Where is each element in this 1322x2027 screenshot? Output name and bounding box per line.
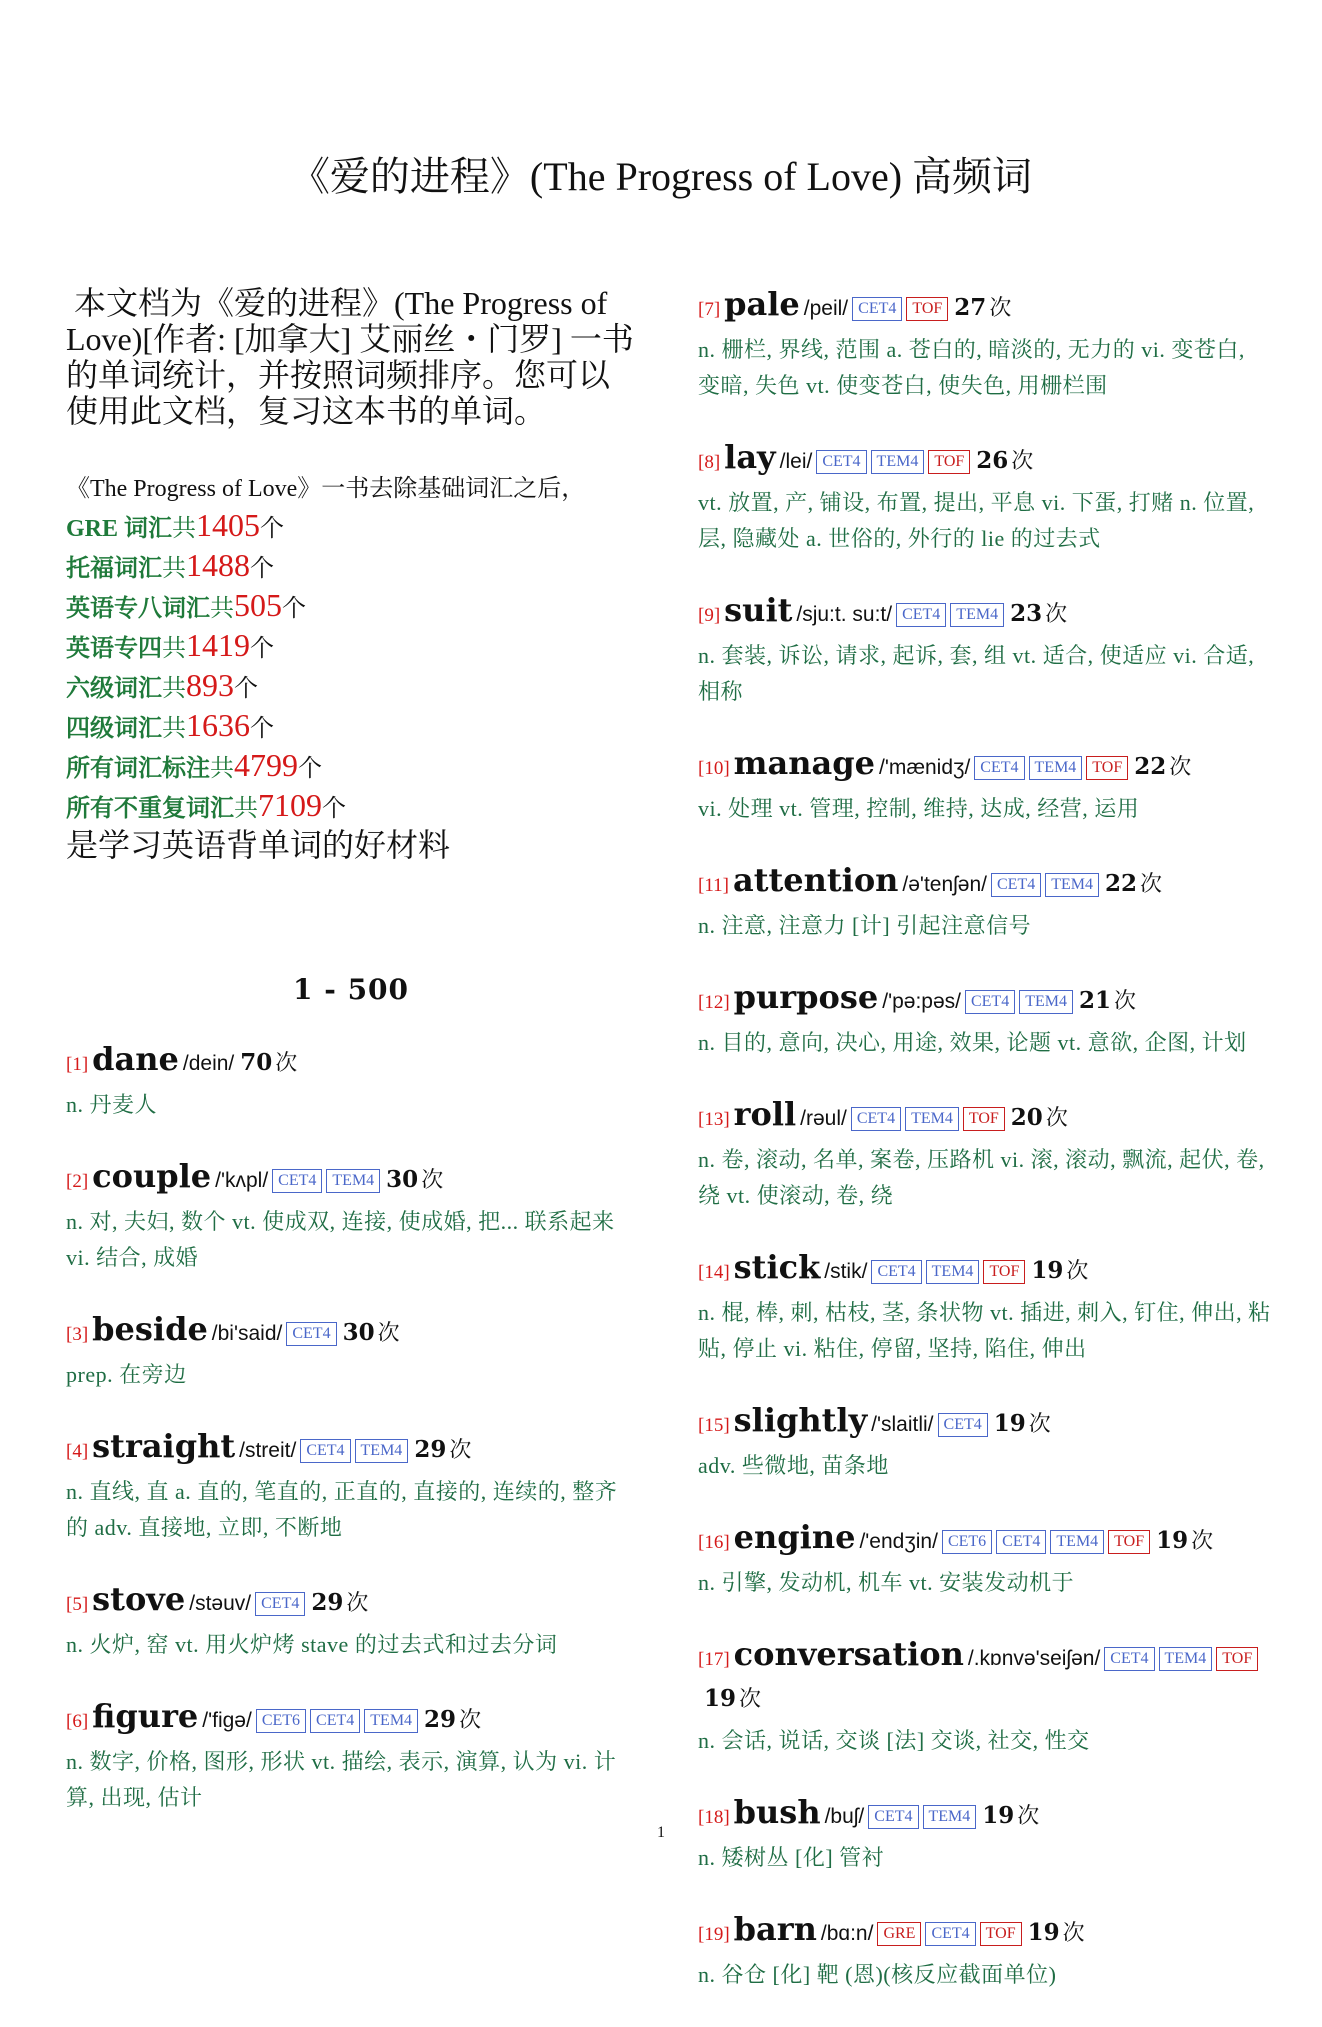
entry-header [698, 1095, 1273, 1140]
entry-header [66, 1310, 636, 1355]
times-label: 次 [1045, 601, 1068, 626]
entry-definition: prep. 在旁边 [66, 1362, 187, 1387]
stat-prefix: 共 [162, 636, 186, 662]
stat-count: 1419 [186, 627, 250, 663]
level-tag: TOF [1216, 1647, 1258, 1671]
entry-index: [10] [698, 758, 730, 779]
stat-prefix: 共 [162, 556, 186, 582]
times-label: 次 [1140, 871, 1163, 896]
entry-count: 22 [1134, 753, 1167, 780]
level-tag: CET4 [300, 1439, 350, 1463]
entry-index: [8] [698, 452, 721, 473]
entry-word: manage [733, 744, 875, 782]
entry-header [66, 1697, 636, 1742]
entry-definition: n. 矮树丛 [化] 管衬 [698, 1845, 885, 1870]
level-tag: CET4 [272, 1169, 322, 1193]
entry-phonetic: /bi'said/ [211, 1322, 283, 1345]
stat-line [66, 547, 636, 587]
stats-conclusion: 是学习英语背单词的好材料 [66, 827, 451, 863]
level-tag: CET4 [816, 450, 866, 474]
entry-word: stove [92, 1580, 186, 1618]
page-title: 《爱的进程》(The Progress of Love) 高频词 [289, 154, 1033, 199]
entry-phonetic: /stik/ [824, 1260, 868, 1283]
word-entry [698, 1910, 1273, 1993]
stat-count: 1405 [196, 507, 261, 543]
entry-count: 19 [993, 1410, 1026, 1437]
page-number: 1 [657, 1824, 665, 1841]
level-tag: CET4 [896, 603, 946, 627]
entry-phonetic: /bɑ:n/ [820, 1922, 874, 1945]
entry-definition: n. 栅栏, 界线, 范围 a. 苍白的, 暗淡的, 无力的 vi. 变苍白, 变暗, 失色 vt. 使变苍白, 使失色, 用栅栏围 [698, 337, 1245, 398]
entry-phonetic: /stəuv/ [189, 1592, 252, 1615]
level-tag: CET4 [996, 1530, 1046, 1554]
entry-index: [1] [66, 1054, 89, 1075]
word-entry [66, 1580, 636, 1663]
entry-header [698, 1635, 1273, 1721]
word-entry [698, 591, 1273, 710]
entry-header [698, 861, 1273, 906]
entry-phonetic: /dein/ [182, 1052, 235, 1075]
stat-count: 1488 [186, 547, 250, 583]
level-tag: TEM4 [355, 1439, 409, 1463]
word-entry [698, 285, 1273, 404]
level-tag: TOF [1108, 1530, 1150, 1554]
word-entry [698, 1518, 1273, 1601]
entry-word: suit [724, 591, 793, 629]
section-heading: 1 - 500 [292, 973, 410, 1006]
entry-count: 19 [982, 1802, 1015, 1829]
entry-word: figure [92, 1697, 199, 1735]
stat-label: 所有不重复词汇 [66, 796, 234, 822]
stat-label: 六级词汇 [66, 676, 162, 702]
entry-definition: adv. 些微地, 苗条地 [698, 1453, 889, 1478]
stat-prefix: 共 [210, 596, 234, 622]
stat-label: 英语专八词汇 [66, 596, 210, 622]
entry-definition: n. 火炉, 窑 vt. 用火炉烤 stave 的过去式和过去分词 [66, 1632, 558, 1657]
stat-unit: 个 [234, 676, 258, 702]
entry-definition: n. 数字, 价格, 图形, 形状 vt. 描绘, 表示, 演算, 认为 vi. 计算, 出现, 估计 [66, 1749, 617, 1810]
entry-count: 22 [1105, 870, 1138, 897]
entry-header [698, 285, 1273, 330]
word-entry [66, 1157, 636, 1276]
times-label: 次 [449, 1437, 472, 1462]
stat-prefix: 共 [234, 796, 258, 822]
entry-count: 21 [1078, 987, 1111, 1014]
entry-index: [5] [66, 1594, 89, 1615]
entry-index: [18] [698, 1807, 730, 1828]
entry-phonetic: /'mænidʒ/ [878, 756, 971, 779]
times-label: 次 [421, 1167, 444, 1192]
level-tag: CET4 [286, 1322, 336, 1346]
entry-count: 20 [1010, 1104, 1043, 1131]
stat-label: 所有词汇标注 [66, 756, 210, 782]
entry-count: 29 [424, 1706, 457, 1733]
entry-count: 19 [1031, 1257, 1064, 1284]
stat-label: 四级词汇 [66, 716, 162, 742]
level-tag: TEM4 [926, 1260, 980, 1284]
level-tag: TEM4 [950, 603, 1004, 627]
entry-word: bush [733, 1793, 821, 1831]
entry-index: [15] [698, 1415, 730, 1436]
entry-index: [2] [66, 1171, 89, 1192]
entry-phonetic: /lei/ [779, 450, 813, 473]
level-tag: TEM4 [1019, 990, 1073, 1014]
times-label: 次 [1028, 1411, 1051, 1436]
level-tag: TEM4 [871, 450, 925, 474]
entry-header [698, 1518, 1273, 1563]
stat-label: 托福词汇 [66, 556, 162, 582]
level-tag: TEM4 [1045, 873, 1099, 897]
level-tag: TEM4 [364, 1709, 418, 1733]
entry-count: 29 [414, 1436, 447, 1463]
entry-word: barn [733, 1910, 817, 1948]
entry-phonetic: /sju:t. su:t/ [796, 603, 893, 626]
word-entry [698, 1248, 1273, 1367]
entry-definition: n. 丹麦人 [66, 1092, 158, 1117]
entry-index: [4] [66, 1441, 89, 1462]
stat-count: 7109 [258, 787, 322, 823]
word-entry [698, 1401, 1273, 1484]
times-label: 次 [1017, 1803, 1040, 1828]
entry-count: 26 [976, 447, 1009, 474]
entry-header [66, 1427, 636, 1472]
entry-definition: vt. 放置, 产, 铺设, 布置, 提出, 平息 vi. 下蛋, 打赌 n. 位置, 层, 隐藏处 a. 世俗的, 外行的 lie 的过去式 [698, 490, 1255, 551]
level-tag: TOF [906, 297, 948, 321]
times-label: 次 [377, 1320, 400, 1345]
entry-header [698, 978, 1273, 1023]
entry-header [66, 1580, 636, 1625]
stats-list [66, 507, 636, 827]
times-label: 次 [1114, 988, 1137, 1013]
entry-count: 30 [342, 1319, 375, 1346]
level-tag: CET4 [991, 873, 1041, 897]
entry-index: [11] [698, 875, 729, 896]
stat-count: 4799 [234, 747, 298, 783]
level-tag: TEM4 [905, 1107, 959, 1131]
times-label: 次 [989, 295, 1012, 320]
level-tag: CET4 [938, 1413, 988, 1437]
level-tag: TEM4 [1159, 1647, 1213, 1671]
entry-index: [3] [66, 1324, 89, 1345]
entry-index: [7] [698, 299, 721, 320]
entry-definition: vi. 处理 vt. 管理, 控制, 维持, 达成, 经营, 运用 [698, 796, 1140, 821]
level-tag: TEM4 [1029, 756, 1083, 780]
left-column [66, 285, 636, 1850]
times-label: 次 [275, 1050, 298, 1075]
entry-header [66, 1157, 636, 1202]
times-label: 次 [1169, 754, 1192, 779]
entry-definition: n. 会话, 说话, 交谈 [法] 交谈, 社交, 性交 [698, 1728, 1090, 1753]
stat-prefix: 共 [172, 516, 197, 542]
entry-count: 19 [1156, 1527, 1189, 1554]
level-tag: CET4 [851, 1107, 901, 1131]
entry-word: couple [92, 1157, 212, 1195]
word-entry [66, 1310, 636, 1393]
level-tag: CET4 [868, 1805, 918, 1829]
entry-phonetic: /'figə/ [202, 1709, 252, 1732]
entry-word: roll [733, 1095, 797, 1133]
entry-count: 29 [311, 1589, 344, 1616]
stat-line [66, 667, 636, 707]
entry-header [698, 1401, 1273, 1446]
right-column [698, 285, 1273, 2027]
level-tag: TOF [928, 450, 970, 474]
stat-label: GRE 词汇 [66, 516, 173, 542]
level-tag: GRE [877, 1922, 921, 1946]
entry-phonetic: /'pə:pəs/ [882, 990, 961, 1013]
intro-paragraph: 本文档为《爱的进程》(The Progress of Love)[作者: [加拿大] 艾丽丝・门罗] 一书的单词统计，并按照词频排序。您可以使用此文档，复习这本书的单词。 [66, 285, 634, 429]
stat-line [66, 747, 636, 787]
stat-unit: 个 [250, 636, 274, 662]
entry-index: [12] [698, 992, 730, 1013]
word-entry [698, 744, 1273, 827]
entry-count: 70 [240, 1049, 273, 1076]
entry-header [698, 744, 1273, 789]
level-tag: TOF [983, 1260, 1025, 1284]
stat-line [66, 707, 636, 747]
entry-word: stick [733, 1248, 821, 1286]
times-label: 次 [346, 1590, 369, 1615]
level-tag: CET4 [852, 297, 902, 321]
level-tag: CET4 [925, 1922, 975, 1946]
stat-count: 1636 [186, 707, 250, 743]
stat-unit: 个 [282, 596, 306, 622]
entry-index: [16] [698, 1532, 730, 1553]
times-label: 次 [1011, 448, 1034, 473]
entry-word: beside [92, 1310, 208, 1348]
level-tag: CET4 [965, 990, 1015, 1014]
times-label: 次 [1191, 1528, 1214, 1553]
entry-phonetic: /'kʌpl/ [215, 1169, 269, 1192]
level-tag: CET6 [942, 1530, 992, 1554]
times-label: 次 [1062, 1920, 1085, 1945]
stat-unit: 个 [250, 556, 274, 582]
stat-count: 893 [186, 667, 234, 703]
times-label: 次 [1066, 1258, 1089, 1283]
times-label: 次 [739, 1686, 762, 1711]
stat-line [66, 627, 636, 667]
entry-word: conversation [733, 1635, 964, 1673]
entry-phonetic: /'endʒin/ [859, 1530, 938, 1553]
entry-definition: n. 直线, 直 a. 直的, 笔直的, 正直的, 直接的, 连续的, 整齐的 adv. 直接地, 立即, 不断地 [66, 1479, 618, 1540]
entry-word: lay [724, 438, 776, 476]
entry-phonetic: /ə'tenʃən/ [902, 873, 987, 896]
entry-count: 30 [386, 1166, 419, 1193]
level-tag: TEM4 [326, 1169, 380, 1193]
entry-word: engine [733, 1518, 856, 1556]
entry-header [66, 1040, 636, 1085]
entry-definition: n. 对, 夫妇, 数个 vt. 使成双, 连接, 使成婚, 把... 联系起来 vi. 结合, 成婚 [66, 1209, 615, 1270]
times-label: 次 [1045, 1105, 1068, 1130]
entry-phonetic: /peil/ [803, 297, 849, 320]
intro-summary: 《The Progress of Love》一书去除基础词汇之后， [66, 476, 586, 502]
entry-index: [19] [698, 1924, 730, 1945]
stat-label: 英语专四 [66, 636, 162, 662]
word-entry [698, 438, 1273, 557]
entry-word: purpose [733, 978, 879, 1016]
entry-header [698, 1910, 1273, 1955]
entry-count: 23 [1010, 600, 1043, 627]
word-entry [66, 1697, 636, 1816]
entry-definition: n. 棍, 棒, 刺, 枯枝, 茎, 条状物 vt. 插进, 刺入, 钉住, 伸出, 粘贴, 停止 vi. 粘住, 停留, 坚持, 陷住, 伸出 [698, 1300, 1271, 1361]
level-tag: TOF [980, 1922, 1022, 1946]
stat-prefix: 共 [162, 716, 186, 742]
entry-index: [17] [698, 1649, 730, 1670]
entry-word: straight [92, 1427, 236, 1465]
stat-line [66, 587, 636, 627]
entry-count: 19 [704, 1685, 737, 1712]
entry-phonetic: /buʃ/ [824, 1805, 865, 1828]
stat-unit: 个 [298, 756, 322, 782]
word-entry [698, 1095, 1273, 1214]
level-tag: TEM4 [923, 1805, 977, 1829]
level-tag: CET4 [871, 1260, 921, 1284]
level-tag: CET4 [974, 756, 1024, 780]
entry-index: [9] [698, 605, 721, 626]
level-tag: TOF [963, 1107, 1005, 1131]
entry-index: [13] [698, 1109, 730, 1130]
entry-count: 19 [1027, 1919, 1060, 1946]
word-entry [66, 1427, 636, 1546]
level-tag: CET6 [256, 1709, 306, 1733]
entry-definition: n. 目的, 意向, 决心, 用途, 效果, 论题 vt. 意欲, 企图, 计划 [698, 1030, 1247, 1055]
stat-unit: 个 [250, 716, 274, 742]
stat-unit: 个 [260, 516, 285, 542]
level-tag: CET4 [255, 1592, 305, 1616]
entry-definition: n. 注意, 注意力 [计] 引起注意信号 [698, 913, 1032, 938]
entry-header [698, 1248, 1273, 1293]
entry-phonetic: /'slaitli/ [871, 1413, 934, 1436]
stat-count: 505 [234, 587, 282, 623]
entry-header [698, 591, 1273, 636]
word-entry [698, 978, 1273, 1061]
stat-prefix: 共 [210, 756, 234, 782]
stat-unit: 个 [322, 796, 346, 822]
entry-definition: n. 卷, 滚动, 名单, 案卷, 压路机 vi. 滚, 滚动, 飘流, 起伏, 卷, 绕 vt. 使滚动, 卷, 绕 [698, 1147, 1265, 1208]
level-tag: TOF [1086, 756, 1128, 780]
entry-count: 27 [954, 294, 987, 321]
entry-word: pale [724, 285, 800, 323]
stat-prefix: 共 [162, 676, 186, 702]
entry-phonetic: /streit/ [239, 1439, 297, 1462]
word-entry [698, 1635, 1273, 1759]
entry-definition: n. 引擎, 发动机, 机车 vt. 安装发动机于 [698, 1570, 1075, 1595]
entry-phonetic: /.kɒnvə'seiʃən/ [967, 1647, 1101, 1670]
stat-line [66, 787, 636, 827]
entry-definition: n. 套装, 诉讼, 请求, 起诉, 套, 组 vt. 适合, 使适应 vi. 合适, 相称 [698, 643, 1255, 704]
stat-line [66, 507, 636, 547]
entry-definition: n. 谷仓 [化] 靶 (恩)(核反应截面单位) [698, 1962, 1057, 1987]
entries-left [66, 1040, 636, 1816]
entry-word: slightly [733, 1401, 868, 1439]
word-entry [66, 1040, 636, 1123]
times-label: 次 [459, 1707, 482, 1732]
entry-index: [6] [66, 1711, 89, 1732]
entry-word: attention [732, 861, 899, 899]
entry-index: [14] [698, 1262, 730, 1283]
word-entry [698, 861, 1273, 944]
entry-header [698, 438, 1273, 483]
entry-phonetic: /rəul/ [800, 1107, 847, 1130]
level-tag: CET4 [1104, 1647, 1154, 1671]
level-tag: TEM4 [1050, 1530, 1104, 1554]
entries-right [698, 285, 1273, 1993]
level-tag: CET4 [310, 1709, 360, 1733]
entry-word: dane [92, 1040, 179, 1078]
